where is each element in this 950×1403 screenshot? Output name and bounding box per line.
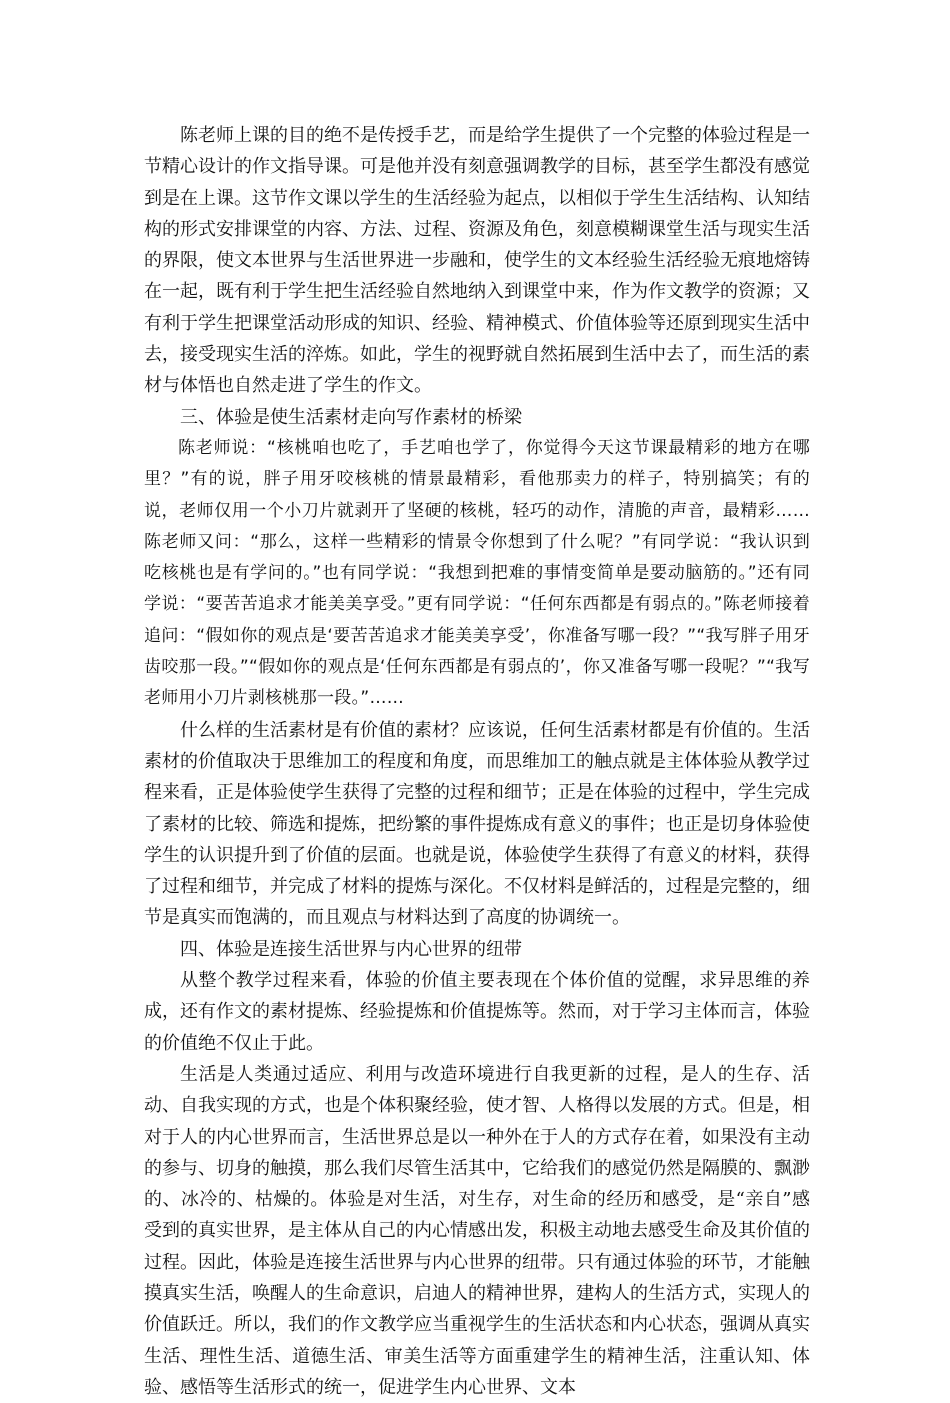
paragraph-dialogue: 陈老师说：“核桃咱也吃了，手艺咱也学了，你觉得今天这节课最精彩的地方在哪里？”有的说，胖子用牙咬核桃的情景最精彩，看他那卖力的样子，特别搞笑；有的说，老师仅用一个小刀片就剥开了坚硬的核桃，轻巧的动作，清脆的声音，最精彩……陈老师又问：“那么，这样一些精彩的情景令你想到了什么呢？”有同学说：“我认识到吃核桃也是有学问的。”也有同学说：“我想到把难的事情变简单是要动脑筋的。”还有同学说：“要苦苦追求才能美美享受。”更有同学说：“任何东西都是有弱点的。”陈老师接着追问：“假如你的观点是‘要苦苦追求才能美美享受’，你准备写哪一段？”“我写胖子用牙齿咬那一段。”“假如你的观点是‘任何东西都是有弱点的’，你又准备写哪一段呢？”“我写老师用小刀片剥核桃那一段。”…… — [144, 437, 810, 709]
section-heading-four: 四、体验是连接生活世界与内心世界的纽带 — [180, 938, 522, 960]
paragraph-life-world: 生活是人类通过适应、利用与改造环境进行自我更新的过程，是人的生存、活动、自我实现的方式，也是个体积聚经验，使才智、人格得以发展的方式。但是，相对于人的内心世界而言，生活世界总是以一种外在于人的方式存在着，如果没有主动的参与、切身的触摸，那么我们尽管生活其中，它给我们的感觉仍然是隔膜的、飘渺的、冰冷的、枯燥的。体验是对生活，对生存，对生命的经历和感受，是“亲自”感受到的真实世界，是主体从自己的内心情感出发，积极主动地去感受生命及其价值的过程。因此，体验是连接生活世界与内心世界的纽带。只有通过体验的环节，才能触摸真实生活，唤醒人的生命意识，启迪人的精神世界，建构人的生活方式，实现人的价值跃迁。所以，我们的作文教学应当重视学生的生活状态和内心状态，强调从真实生活、理性生活、道德生活、审美生活等方面重建学生的精神生活，注重认知、体验、感悟等生活形式的统一，促进学生内心世界、文本 — [144, 1063, 810, 1398]
document-page — [144, 120, 810, 1403]
paragraph-intro: 陈老师上课的目的绝不是传授手艺，而是给学生提供了一个完整的体验过程是一节精心设计的作文指导课。可是他并没有刻意强调教学的目标，甚至学生都没有感觉到是在上课。这节作文课以学生的生活经验为起点，以相似于学生生活结构、认知结构的形式安排课堂的内容、方法、过程、资源及角色，刻意模糊课堂生活与现实生活的界限，使文本世界与生活世界进一步融和，使学生的文本经验生活经验无痕地熔铸在一起，既有利于学生把生活经验自然地纳入到课堂中来，作为作文教学的资源；又有利于学生把课堂活动形成的知识、经验、精神模式、价值体验等还原到现实生活中去，接受现实生活的淬炼。如此，学生的视野就自然拓展到生活中去了，而生活的素材与体悟也自然走进了学生的作文。 — [144, 125, 810, 397]
paragraph-material-value: 什么样的生活素材是有价值的素材？应该说，任何生活素材都是有价值的。生活素材的价值取决于思维加工的程度和角度，而思维加工的触点就是主体体验从教学过程来看，正是体验使学生获得了完整的过程和细节；正是在体验的过程中，学生完成了素材的比较、筛选和提炼，把纷繁的事件提炼成有意义的事件；也正是切身体验使学生的认识提升到了价值的层面。也就是说，体验使学生获得了有意义的材料，获得了过程和细节，并完成了材料的提炼与深化。不仅材料是鲜活的，过程是完整的，细节是真实而饱满的，而且观点与材料达到了高度的协调统一。 — [144, 719, 810, 929]
section-heading-three: 三、体验是使生活素材走向写作素材的桥梁 — [180, 406, 522, 428]
paragraph-teaching-process: 从整个教学过程来看，体验的价值主要表现在个体价值的觉醒，求异思维的养成，还有作文的素材提炼、经验提炼和价值提炼等。然而，对于学习主体而言，体验的价值绝不仅止于此。 — [144, 970, 810, 1054]
